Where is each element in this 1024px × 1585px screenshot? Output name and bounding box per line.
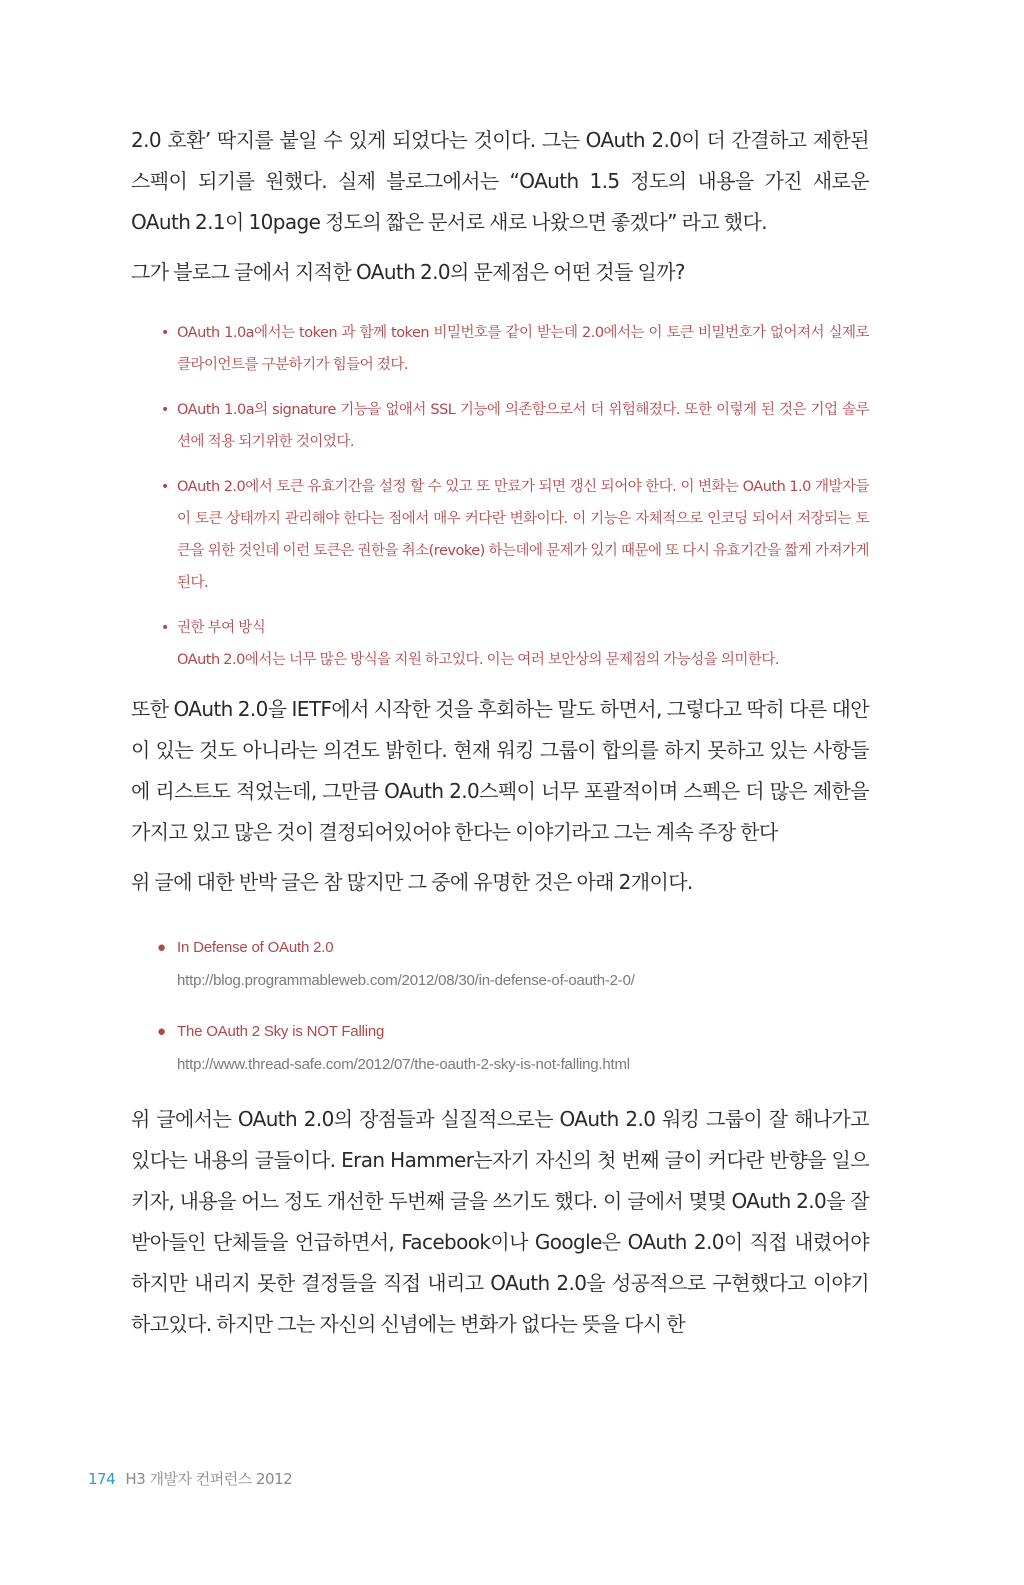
bullet-dot: •: [161, 402, 169, 418]
paragraph-summary: 위 글에서는 OAuth 2.0의 장점들과 실질적으로는 OAuth 2.0 워킹 그룹이 잘 해나가고 있다는 내용의 글들이다. Eran Hammer는자기 자신의 첫 번째 글이 커다란 반향을 일으키자, 내용을 어느 정도 개선한 두번째 글을 쓰기도 했다. 이 글에서 몇몇 OAuth 2.0을 잘 받아들인 단체들을 언급하면서, Facebook이나 Google은 OAuth 2.0이 직접 내렸어야 하지만 내리지 못한 결정들을 직접 내리고 OAuth 2.0을 성공적으로 구현했다고 이야기 하고있다. 하지만 그는 자신의 신념에는 변화가 없다는 뜻을 다시 한: [131, 1107, 869, 1336]
problem-title: 권한 부여 방식: [177, 620, 266, 636]
paragraph-rebuttal-intro: 위 글에 대한 반박 글은 참 많지만 그 중에 유명한 것은 아래 2개이다.: [131, 870, 693, 894]
bullet-dot: •: [161, 620, 169, 636]
problem-text: OAuth 2.0에서 토큰 유효기간을 설정 할 수 있고 또 만료가 되면 갱신 되어야 한다. 이 변화는 OAuth 1.0 개발자들이 토큰 상태까지 관리해야 한다는 점에서 매우 커다란 변화이다. 이 기능은 자체적으로 인코딩 되어서 저장되는 토큰을 위한 것인데 이런 토큰은 권한을 취소(revoke) 하는데에 문제가 있기 때문에 또 다시 유효기간을 짧게 가져가게 된다.: [177, 479, 869, 591]
bullet-dot: •: [161, 479, 169, 495]
problem-list-item: [131, 612, 869, 676]
paragraph-ietf: 또한 OAuth 2.0을 IETF에서 시작한 것을 후회하는 말도 하면서, 그렇다고 딱히 다른 대안이 있는 것도 아니라는 의견도 밝힌다. 현재 워킹 그룹이 합의를 하지 못하고 있는 사항들에 리스트도 적었는데, 그만큼 OAuth 2.0스펙이 너무 포괄적이며 스펙은 더 많은 제한을 가지고 있고 많은 것이 결정되어있어야 한다는 이야기라고 그는 계속 주장 한다: [131, 697, 869, 844]
rebuttal-title: In Defense of OAuth 2.0: [177, 939, 334, 956]
rebuttal-link[interactable]: http://www.thread-safe.com/2012/07/the-oauth-2-sky-is-not-falling.html: [177, 1056, 630, 1073]
bullet-dot: ●: [157, 939, 166, 956]
rebuttal-title: The OAuth 2 Sky is NOT Falling: [177, 1023, 385, 1040]
rebuttal-link[interactable]: http://blog.programmableweb.com/2012/08/30/in-defense-of-oauth-2-0/: [177, 972, 635, 989]
paragraph-oauth-compat: 2.0 호환’ 딱지를 붙일 수 있게 되었다는 것이다. 그는 OAuth 2.0이 더 간결하고 제한된 스펙이 되기를 원했다. 실제 블로그에서는 “OAuth 1.5 정도의 내용을 가진 새로운 OAuth 2.1이 10page 정도의 짧은 문서로 새로 나왔으면 좋겠다” 라고 했다.: [131, 128, 869, 234]
problem-list-item: [131, 317, 869, 381]
rebuttal-list: [131, 931, 869, 1081]
problem-text: OAuth 2.0에서는 너무 많은 방식을 지원 하고있다. 이는 여러 보안상의 문제점의 가능성을 의미한다.: [177, 652, 779, 668]
page-content: [131, 120, 869, 1345]
problem-text: OAuth 1.0a의 signature 기능을 없애서 SSL 기능에 의존함으로서 더 위험해졌다. 또한 이렇게 된 것은 기업 솔루션에 적용 되기위한 것이었다.: [177, 402, 869, 450]
problem-list-item: [131, 394, 869, 458]
problem-text: OAuth 1.0a에서는 token 과 함께 token 비밀번호를 같이 받는데 2.0에서는 이 토큰 비밀번호가 없어져서 실제로 클라이언트를 구분하기가 힘들어 졌다.: [177, 325, 869, 373]
problem-list-item: [131, 471, 869, 599]
book-title: H3 개발자 컨퍼런스 2012: [125, 1470, 293, 1488]
page-footer: [88, 1467, 292, 1491]
bullet-dot: ●: [157, 1023, 166, 1040]
problem-list: [131, 317, 869, 676]
rebuttal-list-item: [131, 931, 869, 997]
paragraph-question: 그가 블로그 글에서 지적한 OAuth 2.0의 문제점은 어떤 것들 일까?: [131, 260, 685, 284]
bullet-dot: •: [161, 325, 169, 341]
rebuttal-list-item: [131, 1015, 869, 1081]
page-number: 174: [88, 1470, 116, 1488]
